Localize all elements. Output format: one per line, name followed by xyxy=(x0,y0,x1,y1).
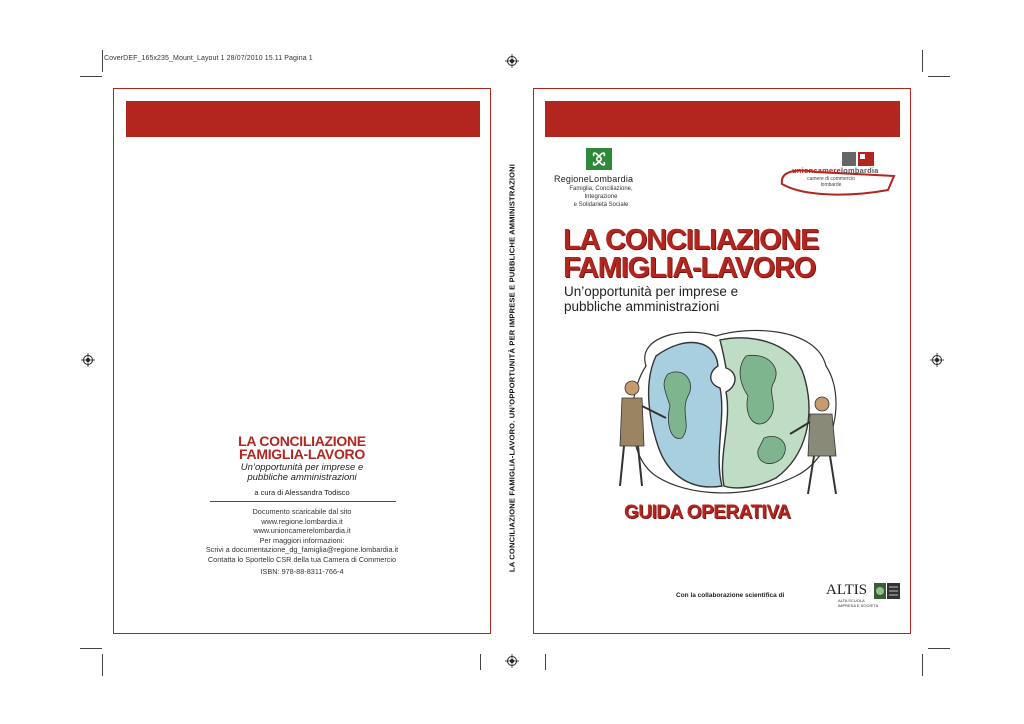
front-title xyxy=(563,226,818,282)
front-subtitle-line2: pubbliche amministrazioni xyxy=(564,299,720,314)
back-info-block xyxy=(114,507,490,564)
crop-mark xyxy=(80,76,102,77)
unioncamere-sub-line: camere di commercio xyxy=(807,176,855,182)
registration-mark-icon xyxy=(81,353,95,367)
back-info-line: www.regione.lombardia.it xyxy=(261,516,343,526)
regione-sub-line: e Solidarietà Sociale xyxy=(573,202,629,208)
regione-lombardia-logo-icon xyxy=(586,148,612,170)
back-info-line: Per maggiori informazioni: xyxy=(259,535,345,545)
back-divider xyxy=(210,501,396,502)
guida-operativa-heading: GUIDA OPERATIVA xyxy=(624,502,791,523)
crop-mark xyxy=(545,654,546,670)
collaboration-text: Con la collaborazione scientifica di xyxy=(676,592,785,599)
back-subtitle-line1: Un’opportunità per imprese e xyxy=(240,462,364,473)
back-cover xyxy=(113,88,491,634)
back-info-line: Documento scaricabile dal sito xyxy=(252,507,352,516)
crop-mark xyxy=(922,50,923,72)
registration-mark-icon xyxy=(505,654,519,668)
print-slug: CoverDEF_165x235_Mount_Layout 1 28/07/2010 15.11 Pagina 1 xyxy=(104,55,313,62)
unioncamere-sub xyxy=(796,176,866,188)
back-header-bar xyxy=(126,101,480,137)
altis-sub-line: IMPRESA E SOCIETÀ xyxy=(838,603,879,608)
unioncamere-name xyxy=(792,166,879,175)
front-title-line2: FAMIGLIA-LAVORO xyxy=(563,252,816,284)
regione-lombardia-department xyxy=(556,185,646,209)
unioncamere-name-dark: lombardia xyxy=(840,166,879,175)
isbn: ISBN: 978-88-8311-766-4 xyxy=(260,567,344,576)
back-subtitle-line2: pubbliche amministrazioni xyxy=(247,472,357,483)
crop-mark xyxy=(922,654,923,676)
regione-sub-line: Famiglia, Conciliazione, xyxy=(569,186,633,192)
crop-mark xyxy=(928,648,950,649)
front-subtitle-line1: Un’opportunità per imprese e xyxy=(564,284,739,299)
altis-sub xyxy=(838,598,878,608)
back-curator: a cura di Alessandra Todisco xyxy=(254,488,350,497)
unioncamere-sub-line: lombarde xyxy=(820,182,842,188)
front-subtitle xyxy=(564,284,738,314)
spine-text: LA CONCILIAZIONE FAMIGLIA-LAVORO. UN’OPPORTUNITÀ PER IMPRESE E PUBBLICHE AMMINISTRAZIONI xyxy=(507,163,517,573)
crop-mark xyxy=(480,654,481,670)
regione-lombardia-name: RegioneLombardia xyxy=(554,174,634,184)
registration-mark-icon xyxy=(505,54,519,68)
back-title-line1: LA CONCILIAZIONE xyxy=(238,433,366,449)
altis-logo: ALTIS xyxy=(826,582,868,598)
front-title-line1: LA CONCILIAZIONE xyxy=(563,224,819,256)
crop-mark xyxy=(102,654,103,676)
back-info-line: www.unioncamerelombardia.it xyxy=(253,526,351,535)
puzzle-globe-illustration xyxy=(596,326,852,502)
crop-mark xyxy=(928,76,950,77)
crop-mark xyxy=(80,648,102,649)
regione-sub-line: Integrazione xyxy=(584,194,618,200)
back-title-line2: FAMIGLIA-LAVORO xyxy=(239,446,365,462)
front-header-bar xyxy=(545,101,900,137)
back-info-line: Contatta lo Sportello CSR della tua Camera di Commercio xyxy=(207,554,397,564)
unioncamere-name-red: unioncamere xyxy=(792,166,841,175)
registration-mark-icon xyxy=(930,353,944,367)
crop-mark xyxy=(102,50,103,72)
altis-sub-line: ALTA SCUOLA xyxy=(838,598,865,603)
back-info-line: Scrivi a documentazione_dg_famiglia@regione.lombardia.it xyxy=(205,545,399,554)
altis-badge-icon xyxy=(874,583,900,599)
